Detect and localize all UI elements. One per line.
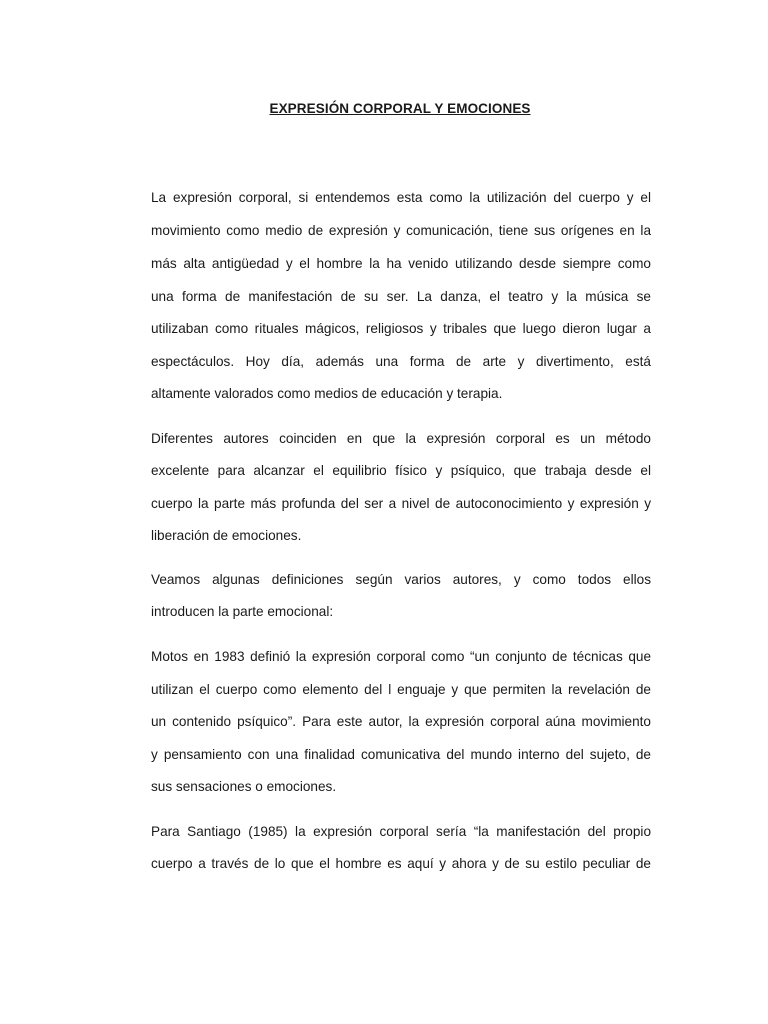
paragraph-line: utilizan el cuerpo como elemento del l enguaje y que permiten la revelación de [151,682,651,697]
paragraph-line: espectáculos. Hoy día, además una forma de arte y divertimento, está [151,354,651,369]
paragraph-line: un contenido psíquico”. Para este autor, la expresión corporal aúna movimiento [151,714,651,729]
paragraph-line: Diferentes autores coinciden en que la expresión corporal es un método [151,431,651,446]
paragraph-line: La expresión corporal, si entendemos esta como la utilización del cuerpo y el [151,190,651,205]
paragraph-line: excelente para alcanzar el equilibrio físico y psíquico, que trabaja desde el [151,463,651,478]
paragraph-line: Para Santiago (1985) la expresión corporal sería “la manifestación del propio [151,824,651,839]
paragraph-line: más alta antigüedad y el hombre la ha venido utilizando desde siempre como [151,256,651,271]
paragraph-line: sus sensaciones o emociones. [151,779,337,794]
paragraph-line: Veamos algunas definiciones según varios autores, y como todos ellos [151,572,651,587]
paragraph-line: introducen la parte emocional: [151,604,334,619]
paragraph-line: una forma de manifestación de su ser. La danza, el teatro y la música se [151,289,651,304]
paragraph-line: altamente valorados como medios de educación y terapia. [151,386,503,401]
paragraph-line: cuerpo la parte más profunda del ser a nivel de autoconocimiento y expresión y [151,496,651,511]
paragraph-line: cuerpo a través de lo que el hombre es aquí y ahora y de su estilo peculiar de [151,856,651,871]
document-title: EXPRESIÓN CORPORAL Y EMOCIONES [269,101,531,116]
paragraph-line: movimiento como medio de expresión y comunicación, tiene sus orígenes en la [151,223,651,238]
paragraph-line: utilizaban como rituales mágicos, religiosos y tribales que luego dieron lugar a [151,321,651,336]
paragraph-line: liberación de emociones. [151,528,302,543]
paragraph-line: Motos en 1983 definió la expresión corporal como “un conjunto de técnicas que [151,649,651,664]
paragraph-line: y pensamiento con una finalidad comunicativa del mundo interno del sujeto, de [151,747,651,762]
